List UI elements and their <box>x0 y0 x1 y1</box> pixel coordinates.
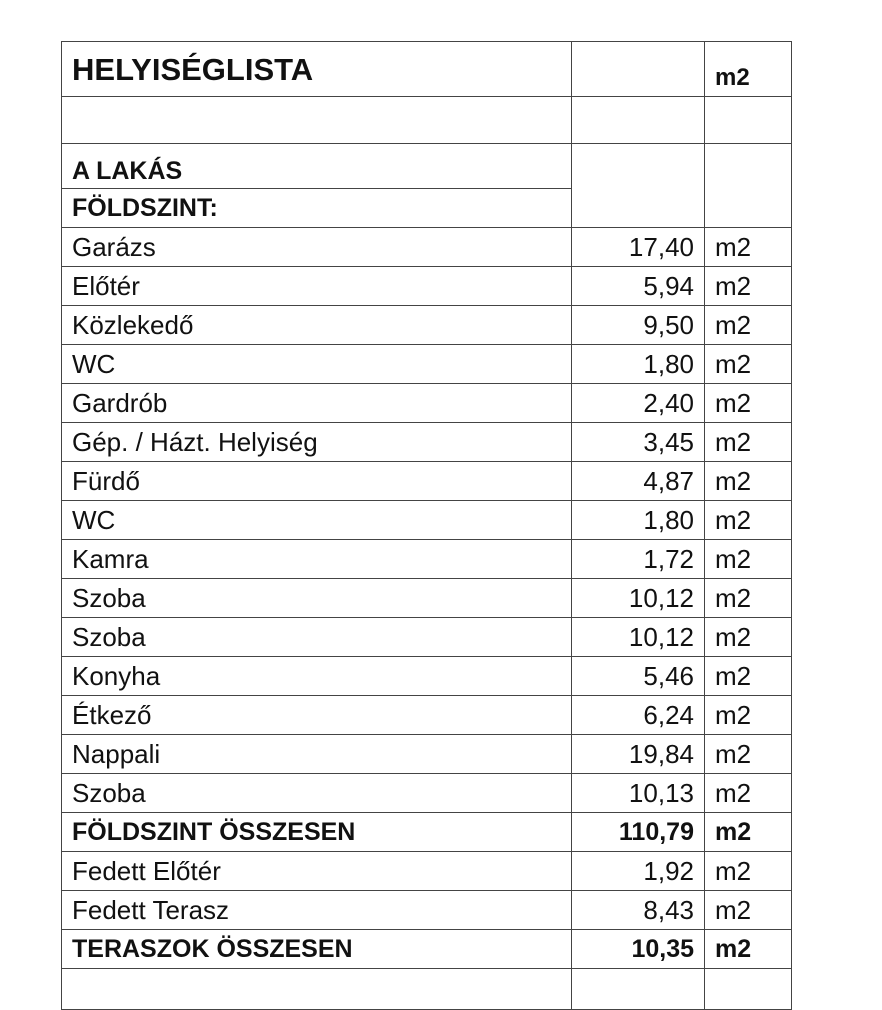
total-row <box>62 930 792 969</box>
table-row <box>62 579 792 618</box>
table-row <box>62 306 792 345</box>
table-row <box>62 540 792 579</box>
room-unit: m2 <box>705 813 792 852</box>
room-name: TERASZOK ÖSSZESEN <box>62 930 572 969</box>
room-unit: m2 <box>705 891 792 930</box>
document-title: HELYISÉGLISTA <box>62 42 572 97</box>
room-area: 8,43 <box>572 891 705 930</box>
room-name: Garázs <box>62 228 572 267</box>
total-row <box>62 813 792 852</box>
room-name: Fürdő <box>62 462 572 501</box>
room-unit: m2 <box>705 501 792 540</box>
table-row <box>62 345 792 384</box>
unit-header: m2 <box>705 42 792 97</box>
empty-cell <box>572 97 705 144</box>
room-area: 5,94 <box>572 267 705 306</box>
room-area: 17,40 <box>572 228 705 267</box>
room-area: 4,87 <box>572 462 705 501</box>
room-name: WC <box>62 501 572 540</box>
room-unit: m2 <box>705 852 792 891</box>
table-row <box>62 228 792 267</box>
table-row <box>62 423 792 462</box>
room-name: Szoba <box>62 618 572 657</box>
empty-cell <box>705 144 792 189</box>
room-name: FÖLDSZINT ÖSSZESEN <box>62 813 572 852</box>
room-unit: m2 <box>705 774 792 813</box>
table-row <box>62 891 792 930</box>
room-list-body <box>62 42 792 1010</box>
room-unit: m2 <box>705 618 792 657</box>
room-unit: m2 <box>705 735 792 774</box>
room-area: 1,72 <box>572 540 705 579</box>
room-name: Gép. / Házt. Helyiség <box>62 423 572 462</box>
room-unit: m2 <box>705 423 792 462</box>
room-unit: m2 <box>705 384 792 423</box>
room-unit: m2 <box>705 579 792 618</box>
section-row <box>62 144 792 189</box>
table-row <box>62 852 792 891</box>
room-name: Étkező <box>62 696 572 735</box>
room-unit: m2 <box>705 657 792 696</box>
room-name: Kamra <box>62 540 572 579</box>
room-unit: m2 <box>705 345 792 384</box>
room-area: 1,80 <box>572 345 705 384</box>
room-name: Szoba <box>62 579 572 618</box>
empty-cell <box>705 189 792 228</box>
table-row <box>62 657 792 696</box>
room-name: Gardrób <box>62 384 572 423</box>
section-heading: A LAKÁS <box>62 144 572 189</box>
room-area: 3,45 <box>572 423 705 462</box>
room-area: 10,12 <box>572 579 705 618</box>
table-row <box>62 735 792 774</box>
room-area: 10,13 <box>572 774 705 813</box>
room-unit: m2 <box>705 540 792 579</box>
table-row <box>62 774 792 813</box>
empty-cell <box>572 42 705 97</box>
room-unit: m2 <box>705 267 792 306</box>
room-unit: m2 <box>705 306 792 345</box>
table-row <box>62 696 792 735</box>
table-row <box>62 267 792 306</box>
room-name: Fedett Előtér <box>62 852 572 891</box>
room-unit: m2 <box>705 228 792 267</box>
room-name: Közlekedő <box>62 306 572 345</box>
room-unit: m2 <box>705 462 792 501</box>
room-area: 6,24 <box>572 696 705 735</box>
room-area: 110,79 <box>572 813 705 852</box>
title-row <box>62 42 792 97</box>
room-area: 2,40 <box>572 384 705 423</box>
empty-cell <box>705 97 792 144</box>
table-row <box>62 384 792 423</box>
subsection-heading: FÖLDSZINT: <box>62 189 572 228</box>
room-name: Szoba <box>62 774 572 813</box>
room-area: 10,35 <box>572 930 705 969</box>
empty-cell <box>572 144 705 189</box>
room-name: Fedett Terasz <box>62 891 572 930</box>
room-area: 1,80 <box>572 501 705 540</box>
blank-row <box>62 969 792 1010</box>
room-name: Nappali <box>62 735 572 774</box>
empty-cell <box>62 97 572 144</box>
room-name: Konyha <box>62 657 572 696</box>
room-area: 5,46 <box>572 657 705 696</box>
table-row <box>62 501 792 540</box>
empty-cell <box>572 189 705 228</box>
empty-cell <box>705 969 792 1010</box>
table-row <box>62 462 792 501</box>
room-name: Előtér <box>62 267 572 306</box>
empty-cell <box>572 969 705 1010</box>
blank-row <box>62 97 792 144</box>
room-unit: m2 <box>705 930 792 969</box>
subsection-row <box>62 189 792 228</box>
room-area: 19,84 <box>572 735 705 774</box>
room-area: 10,12 <box>572 618 705 657</box>
room-area: 9,50 <box>572 306 705 345</box>
table-row <box>62 618 792 657</box>
room-unit: m2 <box>705 696 792 735</box>
room-area: 1,92 <box>572 852 705 891</box>
room-list-table <box>61 41 792 1010</box>
room-name: WC <box>62 345 572 384</box>
empty-cell <box>62 969 572 1010</box>
